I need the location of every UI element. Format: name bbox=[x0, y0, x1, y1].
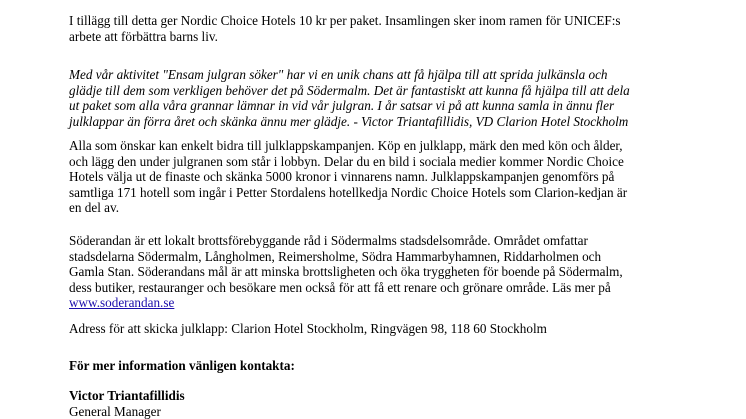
soderandan-paragraph bbox=[69, 233, 709, 311]
text-line: ut paket som alla våra grannar lämnar in vid vår julgran. I år satsar vi på att kunna samla in ännu fler bbox=[69, 98, 615, 114]
text-line: och lägg den under julgranen som står i lobbyn. Delar du en bild i sociala medier kommer Nordic Choice bbox=[69, 153, 624, 169]
quote-paragraph bbox=[69, 67, 709, 129]
address-line: Adress för att skicka julklapp: Clarion Hotel Stockholm, Ringvägen 98, 118 60 Stockholm bbox=[69, 321, 547, 336]
text-line: Hotels välja ut de finaste och skänka 5000 kronor i vinnarens namn. Julklappskampanjen genomförs på bbox=[69, 169, 615, 185]
contact-heading: För mer information vänligen kontakta: bbox=[69, 358, 295, 373]
campaign-paragraph bbox=[69, 138, 709, 216]
contact-block bbox=[69, 388, 709, 419]
text-line: samtliga 171 hotell som ingår i Petter Stordalens hotellkedja Nordic Choice Hotels som Clarion-kedjan är bbox=[69, 184, 628, 200]
text-line: Med vår aktivitet "Ensam julgran söker" har vi en unik chans att få hjälpa till att sprida julkänsla och bbox=[69, 67, 608, 82]
intro-paragraph bbox=[69, 13, 709, 44]
soderandan-link[interactable]: www.soderandan.se bbox=[69, 295, 175, 311]
text-line: Söderandan är ett lokalt brottsförebyggande råd i Södermalms stadsdelsområde. Området omfattar bbox=[69, 233, 588, 248]
text-line: arbete att förbättra barns liv. bbox=[69, 28, 218, 44]
text-line: glädje till dem som verkligen behöver det på Södermalm. Det är fantastiskt att kunna få hjälpa till att dela bbox=[69, 82, 630, 98]
text-line: Gamla Stan. Söderandans mål är att minska brottsligheten och öka tryggheten för boende på Södermalm, bbox=[69, 264, 623, 280]
text-line: Alla som önskar kan enkelt bidra till julklappskampanjen. Köp en julklapp, märk den med kön och ålder, bbox=[69, 138, 623, 153]
contact-name: Victor Triantafillidis bbox=[69, 388, 185, 403]
text-line: I tillägg till detta ger Nordic Choice Hotels 10 kr per paket. Insamlingen sker inom ramen för UNICEF:s bbox=[69, 13, 621, 28]
text-line: stadsdelarna Södermalm, Långholmen, Reimersholme, Södra Hammarbyhamnen, Riddarholmen och bbox=[69, 248, 602, 264]
text-line: julklappar än förra året och skänka ännu mer glädje. - Victor Triantafillidis, VD Clarion Hotel Stockholm bbox=[69, 113, 629, 129]
text-line: dess butiker, restauranger och besökare men också för att få ett renare och grönare område. Läs mer på bbox=[69, 279, 611, 295]
contact-title: General Manager bbox=[69, 403, 161, 419]
text-line: en del av. bbox=[69, 200, 120, 216]
